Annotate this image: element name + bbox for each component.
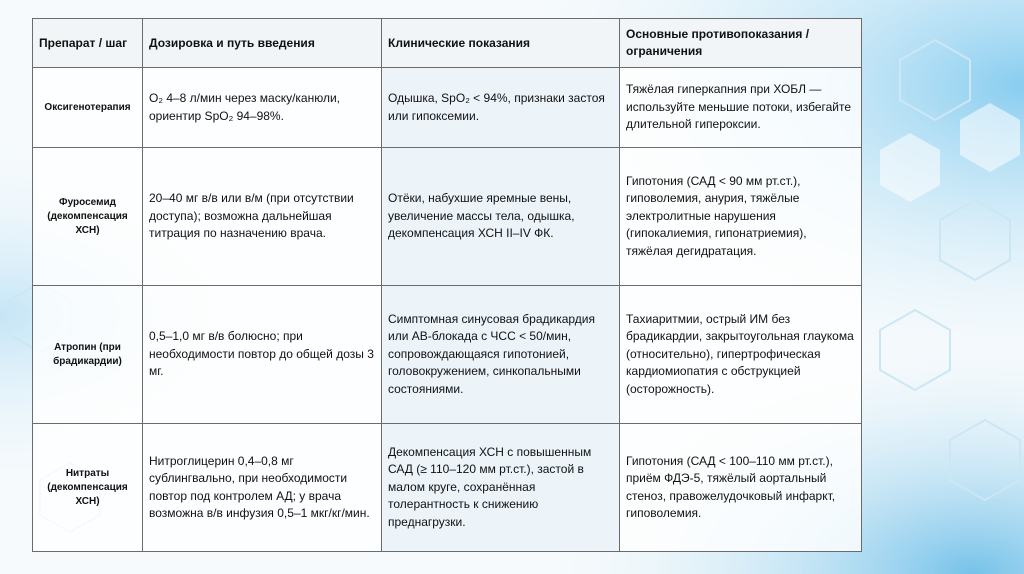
indications-cell: Симптомная синусовая брадикардия или АВ-блокада с ЧСС < 50/мин, сопровождающаяся гипотонией, головокружением, синкопальными состояниями. xyxy=(382,286,620,424)
treatment-table xyxy=(32,18,862,552)
indications-cell: Одышка, SpO₂ < 94%, признаки застоя или гипоксемии. xyxy=(382,68,620,148)
contraindications-cell: Гипотония (САД < 90 мм рт.ст.), гиповолемия, анурия, тяжёлые электролитные нарушения (гипокалиемия, гипонатриемия), тяжёлая дегидратация. xyxy=(620,148,862,286)
drug-name: Атропин (при брадикардии) xyxy=(33,286,143,424)
dose-cell: Нитроглицерин 0,4–0,8 мг сублингвально, при необходимости повтор под контролем АД; у врача возможна в/в инфузия 0,5–1 мкг/кг/мин. xyxy=(143,424,382,552)
drug-name: Фуросемид (декомпенсация ХСН) xyxy=(33,148,143,286)
dose-cell: 0,5–1,0 мг в/в болюсно; при необходимости повтор до общей дозы 3 мг. xyxy=(143,286,382,424)
contraindications-cell: Тахиаритмии, острый ИМ без брадикардии, закрытоугольная глаукома (относительно), гипертрофическая кардиомиопатия с обструкцией (осторожность). xyxy=(620,286,862,424)
table-row xyxy=(33,286,862,424)
drug-name: Оксигенотерапия xyxy=(33,68,143,148)
dose-cell: O₂ 4–8 л/мин через маску/канюли, ориентир SpO₂ 94–98%. xyxy=(143,68,382,148)
indications-cell: Декомпенсация ХСН с повышенным САД (≥ 110–120 мм рт.ст.), застой в малом круге, сохранённая толерантность к снижению преднагрузки. xyxy=(382,424,620,552)
contraindications-cell: Тяжёлая гиперкапния при ХОБЛ — используйте меньшие потоки, избегайте длительной гипероксии. xyxy=(620,68,862,148)
header-contraindications: Основные противопоказания / ограничения xyxy=(620,19,862,68)
drug-name: Нитраты (декомпенсация ХСН) xyxy=(33,424,143,552)
contraindications-cell: Гипотония (САД < 100–110 мм рт.ст.), приём ФДЭ-5, тяжёлый аортальный стеноз, правожелудочковый инфаркт, гиповолемия. xyxy=(620,424,862,552)
header-dose: Дозировка и путь введения xyxy=(143,19,382,68)
dose-cell: 20–40 мг в/в или в/м (при отсутствии доступа); возможна дальнейшая титрация по назначению врача. xyxy=(143,148,382,286)
indications-cell: Отёки, набухшие яремные вены, увеличение массы тела, одышка, декомпенсация ХСН II–IV ФК. xyxy=(382,148,620,286)
table-row xyxy=(33,68,862,148)
table-row xyxy=(33,148,862,286)
table-row xyxy=(33,424,862,552)
table-header-row xyxy=(33,19,862,68)
header-drug: Препарат / шаг xyxy=(33,19,143,68)
content-table-wrapper xyxy=(32,18,861,546)
header-indications: Клинические показания xyxy=(382,19,620,68)
